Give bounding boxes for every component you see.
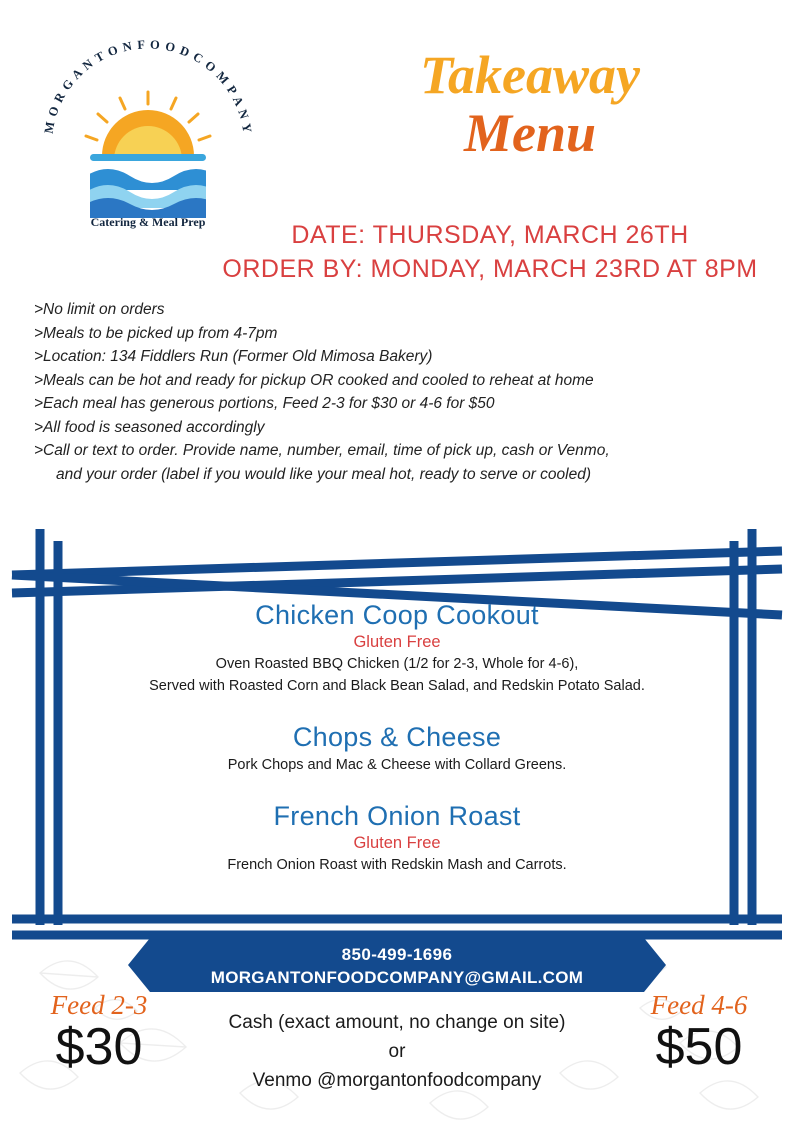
company-logo: [28, 36, 268, 236]
price-left-label: Feed 2-3: [50, 990, 148, 1020]
logo-subtitle: Catering & Meal Prep: [90, 215, 206, 229]
price-right: [614, 990, 784, 1075]
price-left: [14, 990, 184, 1075]
menu-item: [60, 722, 734, 775]
menu-item-desc-line1: Oven Roasted BBQ Chicken (1/2 for 2-3, Whole for 4-6),: [215, 656, 579, 672]
email-address[interactable]: MORGANTONFOODCOMPANY@GMAIL.COM: [210, 968, 584, 987]
price-right-amount: $50: [655, 1018, 743, 1076]
menu-item-desc-line1: Pork Chops and Mac & Cheese with Collard Greens.: [227, 757, 567, 773]
note-item: >Call or text to order. Provide name, number, email, time of pick up, cash or Venmo,: [34, 442, 610, 459]
waves-icon: [86, 169, 218, 218]
note-item: >Location: 134 Fiddlers Run (Former Old Mimosa Bakery): [34, 348, 433, 365]
logo-ring-text: [28, 36, 268, 236]
payment-line-1: Cash (exact amount, no change on site): [228, 1012, 566, 1033]
note-item: >All food is seasoned accordingly: [34, 418, 265, 436]
menu-item-tag: Gluten Free: [353, 834, 441, 852]
menu-item-desc-line2: Served with Roasted Corn and Black Bean Salad, and Redskin Potato Salad.: [149, 678, 645, 694]
price-right-label: Feed 4-6: [650, 990, 748, 1020]
menu-item-tag: Gluten Free: [353, 633, 441, 651]
menu-item: [60, 600, 734, 696]
page-title: [300, 46, 760, 162]
date-line: DATE: THURSDAY, MARCH 26TH: [291, 221, 689, 249]
menu-item-name: French Onion Roast: [273, 801, 521, 831]
note-item: >Meals to be picked up from 4-7pm: [34, 324, 278, 342]
title-line-2: Menu: [463, 103, 597, 163]
payment-line-3: Venmo @morgantonfoodcompany: [252, 1070, 542, 1091]
menu-item-desc-line1: French Onion Roast with Redskin Mash and Carrots.: [227, 857, 567, 873]
notes-list: [34, 298, 774, 486]
phone-number[interactable]: 850-499-1696: [341, 945, 453, 964]
menu-item-name: Chops & Cheese: [292, 722, 502, 752]
contact-banner: [150, 938, 644, 992]
order-by-line: ORDER BY: MONDAY, MARCH 23RD AT 8PM: [222, 255, 758, 283]
note-item: >No limit on orders: [34, 301, 165, 318]
title-line-1: Takeaway: [420, 45, 640, 105]
payment-line-2: or: [388, 1041, 406, 1062]
date-block: [210, 218, 770, 286]
dome-base-icon: [90, 154, 206, 161]
note-item: >Meals can be hot and ready for pickup OR cooked and cooled to reheat at home: [34, 371, 594, 389]
menu-items: [60, 600, 734, 901]
note-item: >Each meal has generous portions, Feed 2-3 for $30 or 4-6 for $50: [34, 395, 495, 412]
logo-ring-label: M O R G A N T O N F O O D C O M P A N Y: [41, 37, 255, 135]
menu-item-name: Chicken Coop Cookout: [255, 600, 539, 630]
price-left-amount: $30: [55, 1018, 143, 1076]
menu-item: [60, 801, 734, 875]
note-item: and your order (label if you would like your meal hot, ready to serve or cooled): [56, 465, 592, 483]
payment-info: [150, 1008, 644, 1095]
